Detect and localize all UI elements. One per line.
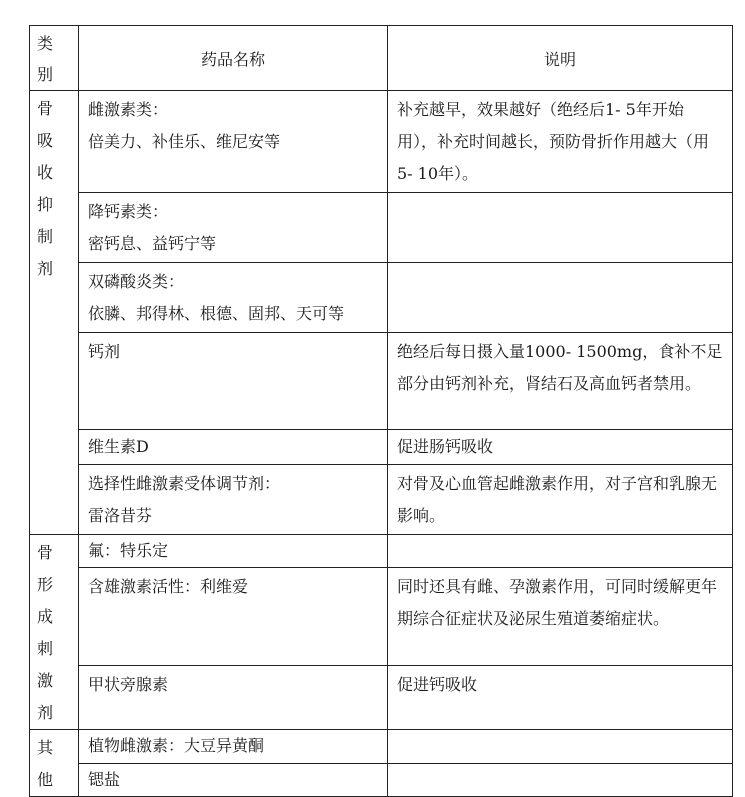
header-category-cell (30, 26, 79, 91)
description-cell (388, 465, 733, 535)
table-row (30, 430, 733, 465)
drug-name-cell (79, 763, 388, 797)
category-cell (30, 91, 79, 535)
drug-name-cell (79, 91, 388, 193)
drug-name: 雌激素类： (88, 100, 169, 119)
drug-name: 钙剂 (88, 342, 121, 361)
drug-name-cell (79, 263, 388, 333)
category-cell (30, 535, 79, 730)
header-row (30, 26, 733, 91)
drug-name-cell (79, 193, 388, 263)
description-cell (388, 91, 733, 193)
drug-name-cell (79, 430, 388, 465)
description-cell (388, 263, 733, 333)
table-row (30, 465, 733, 535)
description-cell (388, 730, 733, 764)
description-text: 促进肠钙吸收 (397, 437, 494, 456)
category-label: 骨形成刺激剂 (37, 543, 54, 722)
drug-name: 倍美力、补佳乐、维尼安等 (88, 132, 281, 151)
category-label: 骨吸收抑制剂 (37, 99, 54, 278)
table-row (30, 730, 733, 764)
drug-name: 双磷酸炎类： (88, 272, 185, 291)
drug-name: 降钙素类： (88, 202, 169, 221)
table-row (30, 263, 733, 333)
table-row (30, 535, 733, 568)
header-description: 说明 (543, 49, 576, 69)
drug-name: 植物雌激素：大豆异黄酮 (88, 736, 265, 755)
description-cell (388, 665, 733, 729)
table-row (30, 193, 733, 263)
drug-name: 依膦、邦得林、根德、固邦、天可等 (88, 304, 345, 323)
drug-name-cell (79, 730, 388, 764)
drug-name: 密钙息、益钙宁等 (88, 234, 217, 253)
drug-name: 选择性雌激素受体调节剂： (88, 474, 281, 493)
table-row (30, 568, 733, 666)
header-name-cell (79, 26, 388, 91)
description-cell (388, 430, 733, 465)
category-label: 其他 (37, 738, 54, 789)
drug-name-cell (79, 333, 388, 430)
description-text: 绝经后每日摄入量1000- 1500mg，食补不足部分由钙剂补充，肾结石及高血钙者禁用。 (397, 342, 723, 393)
drug-table (29, 25, 733, 797)
description-text: 促进钙吸收 (397, 674, 478, 694)
drug-name: 锶盐 (88, 769, 121, 789)
drug-name-cell (79, 568, 388, 666)
table-row (30, 665, 733, 729)
header-description-cell (388, 26, 733, 91)
description-cell (388, 333, 733, 430)
description-text: 补充越早，效果越好（绝经后1- 5年开始用），补充时间越长，预防骨折作用越大（用5- 10年）。 (397, 100, 710, 183)
description-cell (388, 763, 733, 797)
drug-name: 甲状旁腺素 (88, 674, 169, 694)
description-text (388, 263, 732, 268)
drug-name-cell (79, 465, 388, 535)
table-row (30, 763, 733, 797)
drug-name-cell (79, 535, 388, 568)
table-row (30, 91, 733, 193)
category-cell (30, 730, 79, 797)
table-row (30, 333, 733, 430)
drug-name: 氟：特乐定 (88, 541, 169, 560)
description-cell (388, 535, 733, 568)
description-cell (388, 568, 733, 666)
description-text: 同时还具有雌、孕激素作用，可同时缓解更年期综合征症状及泌尿生殖道萎缩症状。 (397, 577, 718, 629)
description-text: 对骨及心血管起雌激素作用，对子宫和乳腺无影响。 (397, 474, 718, 525)
drug-name-cell (79, 665, 388, 729)
drug-name: 含雄激素活性：利维爱 (88, 577, 249, 597)
drug-name: 维生素D (88, 437, 149, 456)
description-cell (388, 193, 733, 263)
header-category: 类别 (37, 34, 54, 84)
description-text (388, 193, 732, 198)
drug-name: 雷洛昔芬 (88, 506, 153, 525)
header-name: 药品名称 (200, 49, 265, 69)
